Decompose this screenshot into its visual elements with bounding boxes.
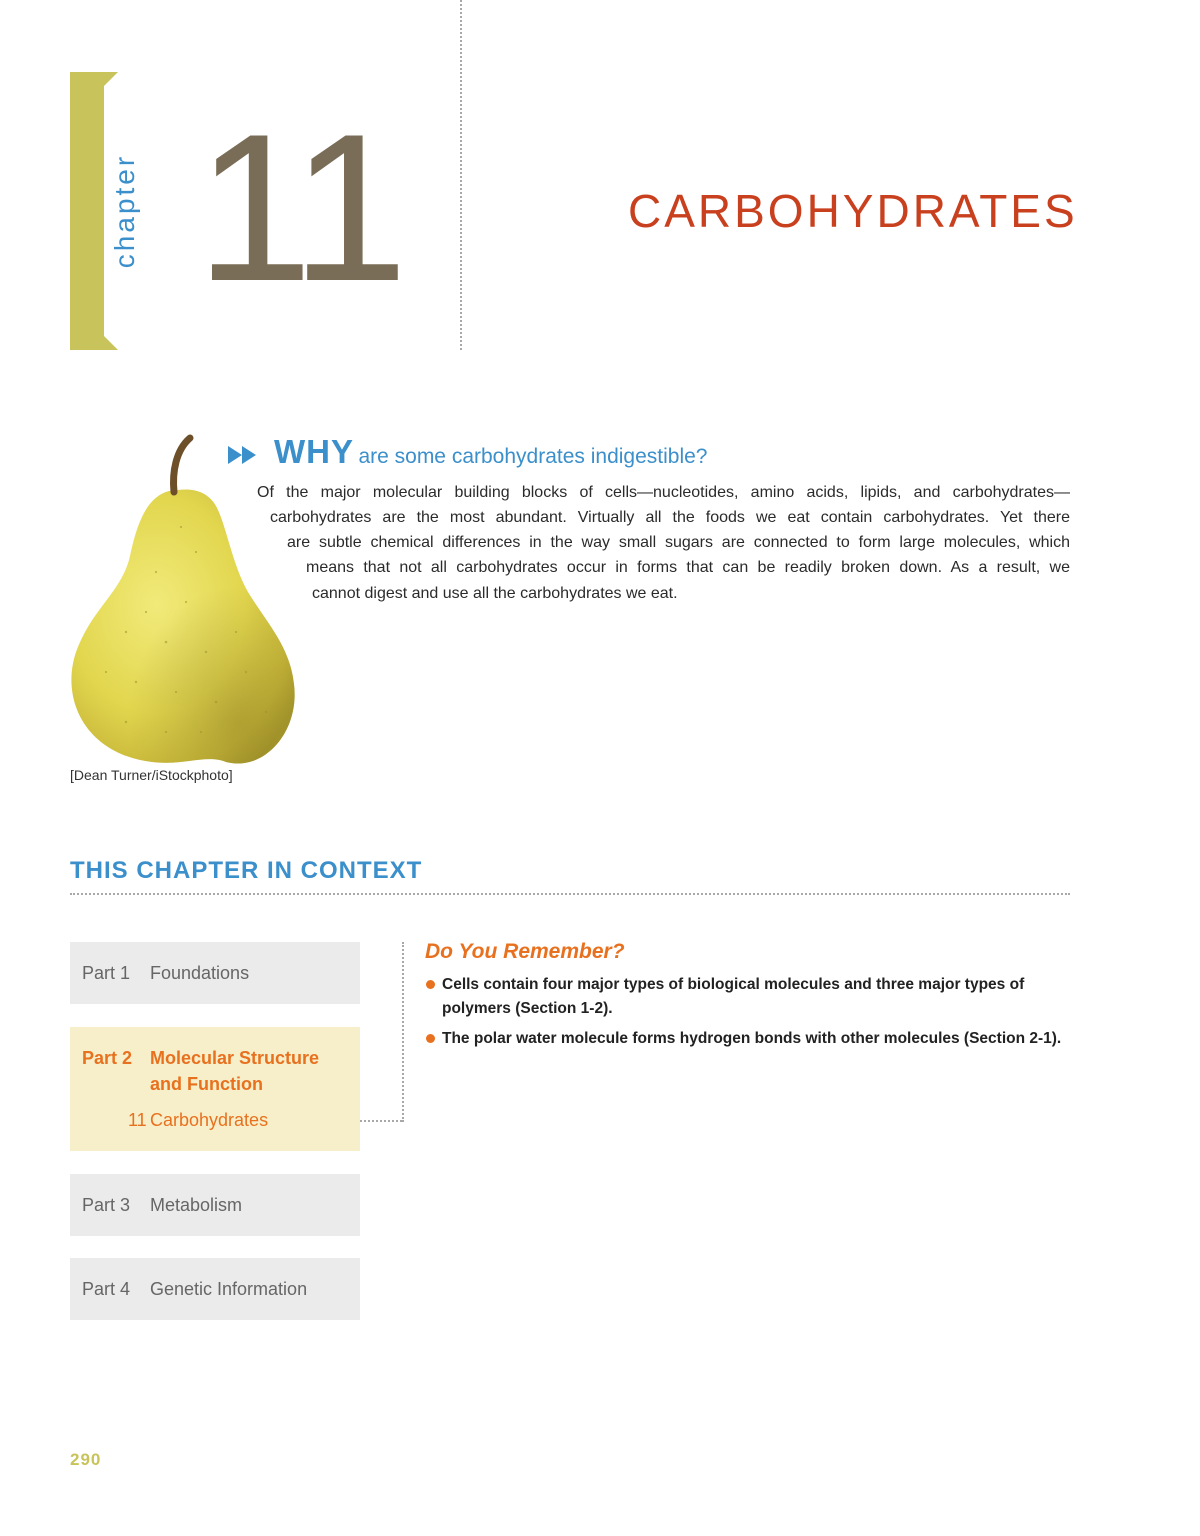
bullet-icon: [426, 1034, 435, 1043]
connector-line: [360, 1120, 402, 1122]
why-question-text: are some carbohydrates indigestible?: [358, 445, 708, 468]
part-number: Part 2: [82, 1048, 133, 1068]
remember-heading: Do You Remember?: [425, 940, 625, 963]
why-line: are subtle chemical differences in the way small sugars are connected to form large molecules, which: [287, 534, 1070, 551]
why-line: carbohydrates are the most abundant. Virtually all the foods we eat contain carbohydrates. Yet there: [270, 509, 1070, 526]
part-box-1: [70, 942, 360, 1004]
why-word: WHY: [274, 433, 354, 470]
part-box-2: [70, 1027, 360, 1151]
part-title: Genetic Information: [150, 1279, 308, 1299]
photo-credit: [Dean Turner/iStockphoto]: [70, 767, 233, 783]
page-number: 290: [70, 1450, 102, 1469]
part-number: Part 4: [82, 1279, 131, 1299]
connector-line: [402, 942, 404, 1122]
chapter-number: 11: [196, 90, 402, 325]
chapter-label: chapter: [109, 153, 140, 269]
chapter-title: CARBOHYDRATES: [628, 185, 1078, 237]
part-box-4: [70, 1258, 360, 1320]
remember-bullet: The polar water molecule forms hydrogen bonds with other molecules (Section 2-1).: [442, 1030, 1062, 1047]
double-arrow-icon: [228, 446, 260, 464]
header-divider: [460, 0, 462, 350]
part-box-3: [70, 1174, 360, 1236]
why-line: means that not all carbohydrates occur in forms that can be readily broken down. As a result, we: [306, 559, 1070, 576]
context-heading: THIS CHAPTER IN CONTEXT: [70, 857, 423, 884]
part-number: Part 1: [82, 963, 131, 983]
part-title: Foundations: [150, 963, 250, 983]
current-chapter-number: 11: [128, 1110, 147, 1130]
bullet-icon: [426, 980, 435, 989]
current-chapter-title: Carbohydrates: [150, 1110, 269, 1130]
why-line: cannot digest and use all the carbohydrates we eat.: [312, 585, 678, 602]
remember-bullet: Cells contain four major types of biological molecules and three major types of polymers (Section 1-2).: [442, 976, 1025, 1017]
part-title-line1: Molecular Structure: [150, 1048, 320, 1068]
part-title: Metabolism: [150, 1195, 243, 1215]
part-title-line2: and Function: [150, 1074, 263, 1094]
context-divider: [70, 893, 1070, 895]
why-question: [274, 433, 708, 471]
part-number: Part 3: [82, 1195, 131, 1215]
why-line: Of the major molecular building blocks of cells—nucleotides, amino acids, lipids, and carbohydrates—: [257, 484, 1070, 501]
